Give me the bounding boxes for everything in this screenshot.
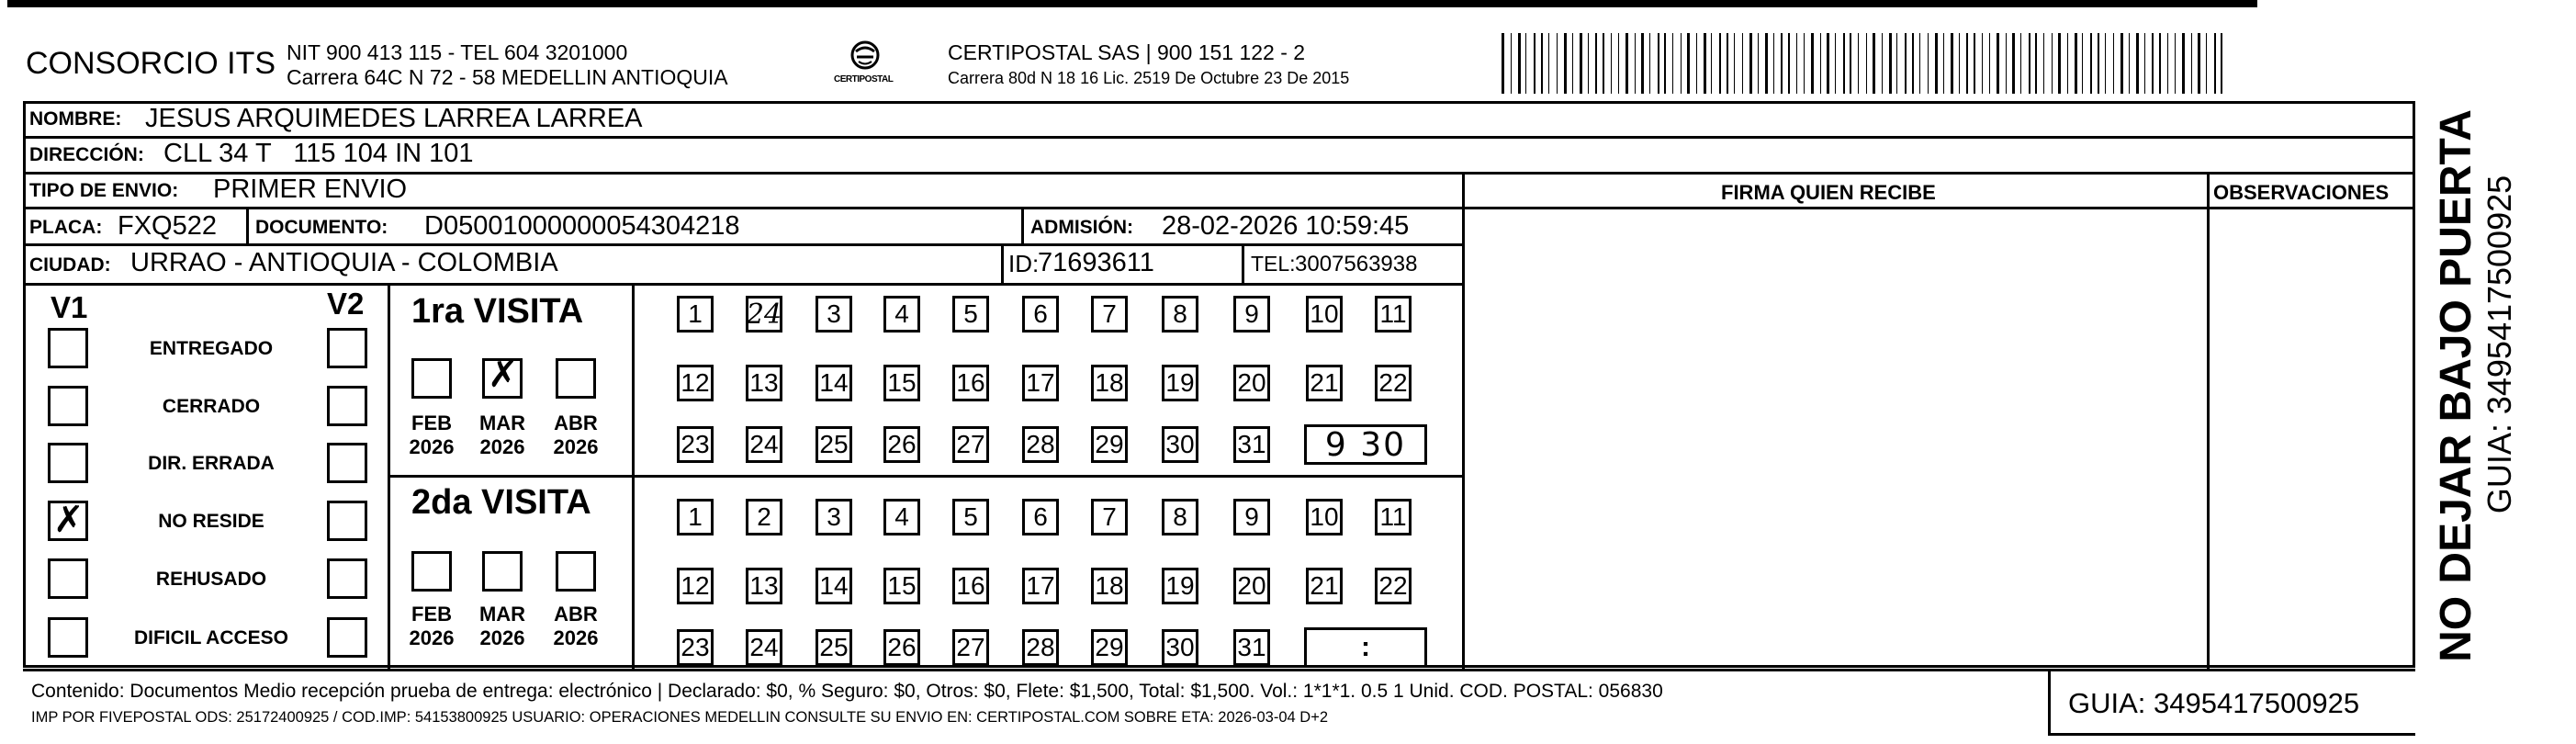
month-year: 2026 (409, 435, 455, 458)
tel-value: 3007563938 (1295, 252, 1418, 276)
day-box[interactable]: 13 (746, 365, 782, 401)
tel-divider (1242, 243, 1244, 283)
v2-checkbox[interactable] (327, 617, 367, 658)
month-label (475, 411, 530, 459)
barcode-bar (1588, 33, 1589, 94)
plate-divider (246, 207, 249, 243)
barcode-bar (1882, 33, 1883, 94)
barcode-bar (1873, 33, 1875, 94)
license-line: Carrera 80d N 18 16 Lic. 2519 De Octubre 23 De 2015 (948, 69, 1350, 87)
day-box[interactable]: 21 (1306, 365, 1343, 401)
day-box[interactable]: 3 (816, 296, 852, 333)
v2-checkbox[interactable] (327, 501, 367, 541)
day-box[interactable]: 23 (677, 426, 714, 463)
column-divider-2 (2207, 172, 2210, 669)
visit2-title: 2da VISITA (411, 483, 591, 522)
barcode-bar (1773, 33, 1774, 94)
barcode-bar (2167, 33, 2168, 94)
barcode-bar (1781, 33, 1783, 94)
barcode-bar (1850, 33, 1851, 94)
admission-value: 28-02-2026 10:59:45 (1162, 211, 1410, 241)
barcode-bar (1989, 33, 1990, 94)
v1-checkbox[interactable] (48, 617, 88, 658)
visit-divider-horizontal (388, 475, 1464, 478)
footer-divider (2048, 669, 2051, 735)
barcode-bar (2082, 33, 2083, 94)
month-checkbox[interactable] (482, 551, 523, 592)
company-name: CONSORCIO ITS (26, 46, 276, 81)
day-box[interactable]: 9 (1233, 499, 1270, 535)
top-border (7, 0, 2257, 7)
day-box[interactable]: 5 (952, 296, 989, 333)
no-dejar-warning: NO DEJAR BAJO PUERTA (2432, 109, 2480, 662)
recipient-address: CLL 34 T 115 104 IN 101 (163, 139, 474, 168)
month-year: 2026 (553, 626, 599, 649)
barcode-bar (1858, 33, 1859, 94)
barcode-bar (2029, 33, 2030, 94)
barcode-graphic (1502, 33, 2232, 94)
barcode-bar (1820, 33, 1821, 94)
barcode-bar (2052, 33, 2053, 94)
day-box[interactable]: 27 (952, 426, 989, 463)
barcode-bar (2198, 33, 2200, 94)
barcode-bar (1525, 33, 1526, 94)
barcode-bar (1765, 33, 1768, 94)
barcode-bar (2214, 33, 2216, 94)
barcode-bar (2120, 33, 2123, 94)
document-label: DOCUMENTO: (255, 217, 388, 238)
day-box[interactable]: 15 (883, 365, 920, 401)
status-label: NO RESIDE (158, 511, 264, 532)
barcode-bar (1804, 33, 1805, 94)
barcode-bar (2206, 33, 2207, 94)
barcode-bar (1664, 33, 1666, 94)
day-box[interactable]: 11 (1375, 296, 1412, 333)
id-divider (1001, 243, 1004, 283)
day-box[interactable]: 21 (1306, 568, 1343, 604)
address-label: DIRECCIÓN: (29, 144, 144, 165)
day-box[interactable]: 24 (746, 629, 782, 666)
check-mark: ✗ (53, 499, 84, 541)
v2-checkbox[interactable] (327, 386, 367, 426)
day-box[interactable]: 11 (1375, 499, 1412, 535)
barcode-bar (2058, 33, 2061, 94)
row-line-3 (23, 207, 2415, 209)
day-box[interactable]: 30 (1162, 426, 1198, 463)
barcode-bar (1696, 33, 1697, 94)
day-box[interactable]: 24 (746, 426, 782, 463)
barcode-bar (1672, 33, 1673, 94)
barcode-bar (1580, 33, 1582, 94)
day-box[interactable]: 25 (816, 629, 852, 666)
day-box[interactable]: 18 (1091, 568, 1128, 604)
day-box[interactable]: 16 (952, 365, 989, 401)
barcode-bar (1835, 33, 1836, 94)
barcode-bar (2129, 33, 2130, 94)
barcode-bar (2191, 33, 2192, 94)
month-checkbox[interactable] (556, 551, 596, 592)
day-box[interactable]: 24 (746, 296, 782, 333)
document-value: D05001000000054304218 (424, 211, 740, 241)
day-box[interactable]: 10 (1306, 499, 1343, 535)
day-box[interactable]: 7 (1091, 499, 1128, 535)
barcode-bar (2020, 33, 2021, 94)
month-label (548, 603, 603, 650)
month-name: MAR (478, 411, 526, 434)
day-box[interactable]: 10 (1306, 296, 1343, 333)
day-box[interactable]: 15 (883, 568, 920, 604)
v2-checkbox[interactable] (327, 558, 367, 599)
day-box[interactable]: 29 (1091, 426, 1128, 463)
side-guia: GUIA: 3495417500925 (2480, 175, 2518, 514)
barcode-bar (2144, 33, 2145, 94)
day-box[interactable]: 8 (1162, 296, 1198, 333)
month-year: 2026 (409, 626, 455, 649)
barcode-bar (1687, 33, 1690, 94)
day-box[interactable]: 5 (952, 499, 989, 535)
barcode-bar (2221, 33, 2222, 94)
day-box[interactable]: 20 (1233, 365, 1270, 401)
barcode-bar (2136, 33, 2139, 94)
barcode-bar (2175, 33, 2176, 94)
barcode-bar (1681, 33, 1682, 94)
month-label (475, 603, 530, 650)
city-label: CIUDAD: (29, 254, 111, 276)
v2-checkbox[interactable] (327, 443, 367, 483)
barcode-bar (2098, 33, 2099, 94)
month-year: 2026 (479, 626, 525, 649)
v2-checkbox[interactable] (327, 328, 367, 368)
row-line-5 (23, 283, 1465, 286)
barcode-bar (1711, 33, 1712, 94)
print-line: IMP POR FIVEPOSTAL ODS: 25172400925 / COD.IMP: 54153800925 USUARIO: OPERACIONES MEDELLIN CONSULTE SU ENVIO EN: CERTIPOSTAL.COM SOBRE ETA: 2026-03-04 D+2 (31, 709, 1329, 726)
barcode-bar (1734, 33, 1735, 94)
tel-label: TEL: (1251, 252, 1296, 276)
barcode-bar (1603, 33, 1604, 94)
month-year: 2026 (479, 435, 525, 458)
id-label: ID: (1008, 250, 1040, 277)
admission-label: ADMISIÓN: (1030, 217, 1133, 238)
barcode-bar (2067, 33, 2068, 94)
barcode-bar (1919, 33, 1920, 94)
month-label (404, 411, 459, 459)
status-label: CERRADO (162, 396, 261, 417)
barcode-bar (1843, 33, 1845, 94)
signature-header: FIRMA QUIEN RECIBE (1721, 181, 1936, 204)
v1-checkbox[interactable] (48, 558, 88, 599)
barcode-bar (1511, 33, 1512, 94)
barcode-bar (2043, 33, 2044, 94)
column-divider-1 (1462, 172, 1465, 669)
day-box[interactable]: 17 (1022, 568, 1059, 604)
barcode-bar (1618, 33, 1619, 94)
day-box[interactable]: 20 (1233, 568, 1270, 604)
barcode-bar (1595, 33, 1597, 94)
barcode-bar (2152, 33, 2154, 94)
barcode-bar (1966, 33, 1968, 94)
barcode-bar (1974, 33, 1975, 94)
nit-line: NIT 900 413 115 - TEL 604 3201000 (287, 40, 628, 64)
barcode (1502, 33, 2232, 94)
day-box[interactable]: 28 (1022, 629, 1059, 666)
barcode-bar (1758, 33, 1759, 94)
barcode-bar (2113, 33, 2114, 94)
day-box[interactable]: 17 (1022, 365, 1059, 401)
check-mark: ✗ (488, 354, 519, 396)
barcode-bar (1788, 33, 1790, 94)
recipient-name: JESUS ARQUIMEDES LARREA LARREA (145, 104, 643, 133)
city-value: URRAO - ANTIOQUIA - COLOMBIA (130, 248, 558, 277)
barcode-bar (1704, 33, 1706, 94)
day-box[interactable]: 9 (1233, 296, 1270, 333)
day-box[interactable]: 3 (816, 499, 852, 535)
row-line-4 (23, 243, 1465, 246)
barcode-bar (1518, 33, 1521, 94)
day-box[interactable]: 4 (883, 499, 920, 535)
day-box[interactable]: 16 (952, 568, 989, 604)
day-box[interactable]: 8 (1162, 499, 1198, 535)
barcode-bar (1959, 33, 1960, 94)
day-box[interactable]: 12 (677, 568, 714, 604)
day-box[interactable]: 6 (1022, 296, 1059, 333)
barcode-bar (2075, 33, 2077, 94)
barcode-bar (1905, 33, 1907, 94)
barcode-bar (1935, 33, 1938, 94)
barcode-bar (1572, 33, 1573, 94)
day-box[interactable]: 1 (677, 499, 714, 535)
barcode-bar (2182, 33, 2185, 94)
plate-label: PLACA: (29, 217, 103, 238)
day-box[interactable]: 14 (816, 365, 852, 401)
day-box[interactable]: 31 (1233, 629, 1270, 666)
certipostal-line: CERTIPOSTAL SAS | 900 151 122 - 2 (948, 40, 1306, 64)
v1-checkbox[interactable] (48, 443, 88, 483)
barcode-bar (1811, 33, 1814, 94)
logo-text: CERTIPOSTAL (834, 74, 894, 85)
footer-bottom (2048, 733, 2415, 736)
month-name: FEB (411, 603, 452, 626)
barcode-bar (1727, 33, 1728, 94)
status-label: REHUSADO (155, 569, 267, 590)
barcode-bar (1889, 33, 1892, 94)
day-box[interactable]: 7 (1091, 296, 1128, 333)
barcode-bar (1912, 33, 1914, 94)
day-box[interactable]: 27 (952, 629, 989, 666)
barcode-bar (1658, 33, 1659, 94)
barcode-bar (1997, 33, 1999, 94)
status-label: DIFICIL ACCESO (133, 627, 288, 648)
v2-header: V2 (327, 287, 365, 321)
barcode-bar (2006, 33, 2007, 94)
row-line-footer (23, 669, 2415, 671)
month-year: 2026 (553, 435, 599, 458)
month-name: ABR (554, 411, 598, 434)
day-box[interactable]: 26 (883, 426, 920, 463)
day-box[interactable]: 13 (746, 568, 782, 604)
day-box[interactable]: 23 (677, 629, 714, 666)
month-name: ABR (554, 603, 598, 626)
month-name: FEB (411, 411, 452, 434)
name-label: NOMBRE: (29, 108, 122, 130)
barcode-bar (2159, 33, 2161, 94)
month-name: MAR (478, 603, 526, 626)
observations-header: OBSERVACIONES (2213, 181, 2390, 204)
shipping-label: TIPO DE ENVIO: (29, 180, 179, 201)
day-box[interactable]: 28 (1022, 426, 1059, 463)
status-label: DIR. ERRADA (148, 453, 275, 474)
barcode-bar (1625, 33, 1628, 94)
barcode-bar (1796, 33, 1797, 94)
month-checkbox[interactable] (556, 358, 596, 399)
visit1-title: 1ra VISITA (411, 292, 584, 331)
day-box[interactable]: 22 (1375, 365, 1412, 401)
barcode-bar (1896, 33, 1897, 94)
day-box[interactable]: 1 (677, 296, 714, 333)
barcode-bar (1866, 33, 1867, 94)
month-label (548, 411, 603, 459)
barcode-bar (1557, 33, 1558, 94)
day-box[interactable]: 29 (1091, 629, 1128, 666)
company-address: Carrera 64C N 72 - 58 MEDELLIN ANTIOQUIA (287, 65, 728, 89)
barcode-bar (1928, 33, 1929, 94)
barcode-bar (2105, 33, 2106, 94)
day-box[interactable]: 31 (1233, 426, 1270, 463)
month-checkbox[interactable] (411, 358, 452, 399)
day-box[interactable]: 4 (883, 296, 920, 333)
v1-checkbox[interactable] (48, 386, 88, 426)
day-box[interactable]: 19 (1162, 365, 1198, 401)
day-box[interactable]: 2 (746, 499, 782, 535)
barcode-bar (1635, 33, 1636, 94)
barcode-bar (1742, 33, 1743, 94)
admission-divider (1021, 207, 1024, 243)
day-box[interactable]: 22 (1375, 568, 1412, 604)
day-box[interactable]: 30 (1162, 629, 1198, 666)
month-label (404, 603, 459, 650)
day-box[interactable]: 26 (883, 629, 920, 666)
barcode-bar (1534, 33, 1535, 94)
barcode-bar (1564, 33, 1567, 94)
v1-checkbox[interactable] (48, 328, 88, 368)
day-box[interactable]: 12 (677, 365, 714, 401)
status-label: ENTREGADO (149, 338, 274, 359)
barcode-bar (2035, 33, 2037, 94)
footer-guia: GUIA: 3495417500925 (2068, 687, 2360, 719)
month-checkbox[interactable] (411, 551, 452, 592)
day-box[interactable]: 14 (816, 568, 852, 604)
barcode-bar (1749, 33, 1752, 94)
shipping-type: PRIMER ENVIO (213, 175, 408, 204)
time-box[interactable]: 9 30 (1304, 424, 1427, 465)
barcode-bar (1719, 33, 1721, 94)
barcode-bar (1541, 33, 1543, 94)
barcode-bar (2090, 33, 2092, 94)
barcode-bar (1649, 33, 1650, 94)
barcode-bar (1502, 33, 1504, 94)
barcode-bar (1641, 33, 1644, 94)
content-line: Contenido: Documentos Medio recepción prueba de entrega: electrónico | Declarado: $0, % Seguro: $0, Otros: $0, Flete: $1,500, Total: $1,500. Vol.: 1*1*1. 0.5 1 Unid. COD. POSTAL: 056830 (31, 681, 1663, 702)
barcode-bar (1943, 33, 1944, 94)
day-box[interactable]: 19 (1162, 568, 1198, 604)
id-value: 71693611 (1038, 248, 1154, 277)
barcode-bar (1611, 33, 1612, 94)
day-box[interactable]: 6 (1022, 499, 1059, 535)
barcode-bar (1982, 33, 1983, 94)
day-box[interactable]: 25 (816, 426, 852, 463)
barcode-bar (1951, 33, 1953, 94)
certipostal-logo (831, 39, 899, 92)
time-box[interactable]: : (1304, 627, 1427, 668)
v1-header: V1 (51, 290, 88, 324)
day-box[interactable]: 18 (1091, 365, 1128, 401)
barcode-bar (1548, 33, 1549, 94)
barcode-bar (2012, 33, 2015, 94)
barcode-bar (1827, 33, 1829, 94)
plate-value: FXQ522 (118, 211, 217, 241)
